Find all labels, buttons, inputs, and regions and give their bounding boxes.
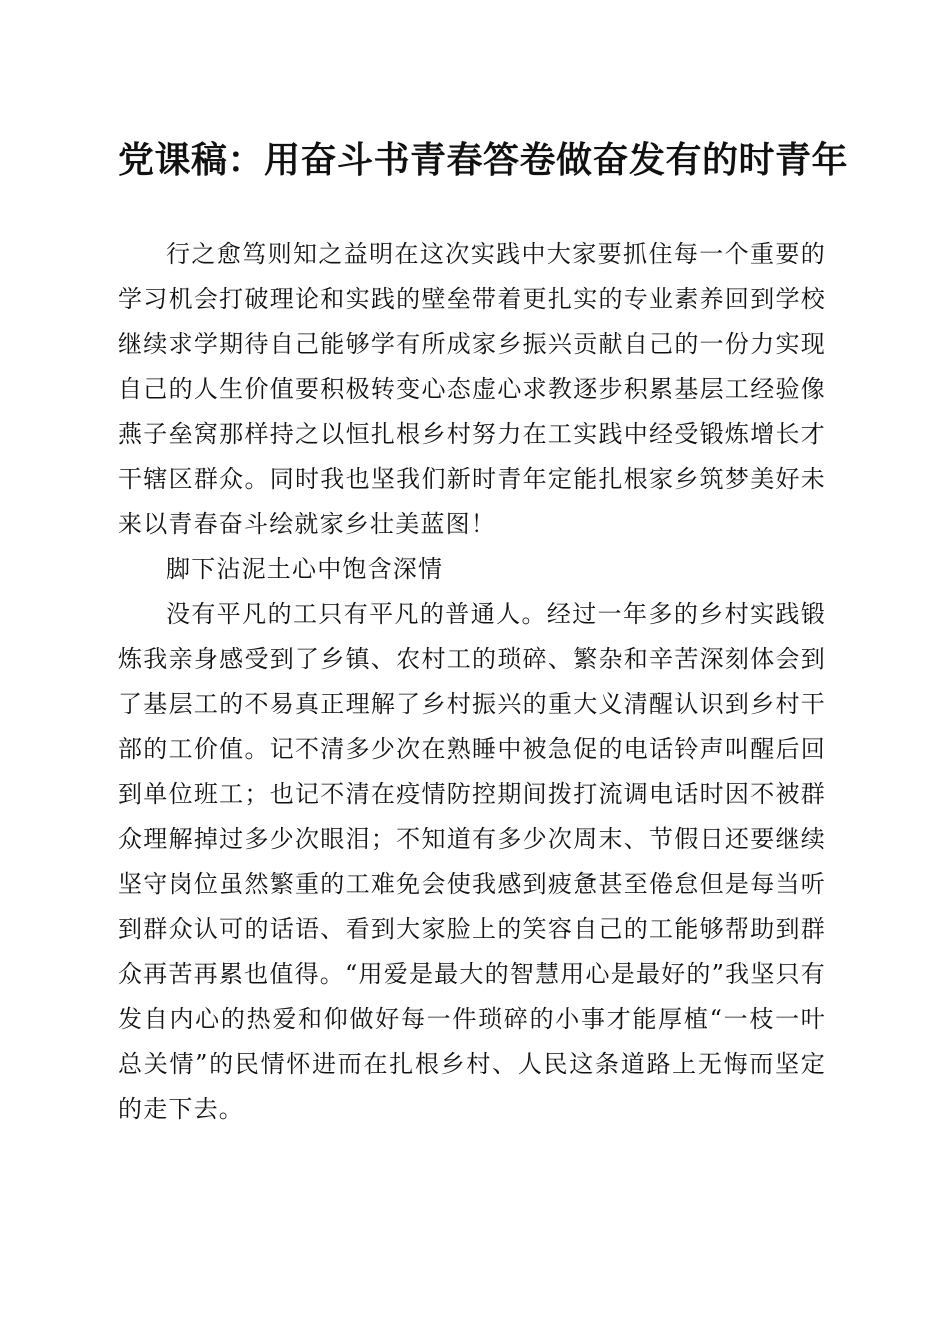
paragraph-3: 没有平凡的工只有平凡的普通人。经过一年多的乡村实践锻炼我亲身感受到了乡镇、农村工的琐碎、繁杂和辛苦深刻体会到了基层工的不易真正理解了乡村振兴的重大义清醒认识到乡村干部的工价值。记不清多少次在熟睡中被急促的电话铃声叫醒后回到单位班工；也记不清在疫情防控期间拨打流调电话时因不被群众理解掉过多少次眼泪；不知道有多少次周末、节假日还要继续坚守岗位虽然繁重的工难免会使我感到疲惫甚至倦怠但是每当听到群众认可的话语、看到大家脸上的笑容自己的工能够帮助到群众再苦再累也值得。“用爱是最大的智慧用心是最好的”我坚只有发自内心的热爱和仰做好每一件琐碎的小事才能厚植“一枝一叶总关情”的民情怀进而在扎根乡村、人民这条道路上无悔而坚定的走下去。 [118, 600, 826, 1123]
paragraph-2-subheading: 脚下沾泥土心中饱含深情 [166, 555, 444, 583]
document-title: 党课稿：用奋斗书青春答卷做奋发有的时青年 [118, 139, 849, 181]
paragraph-1: 行之愈笃则知之益明在这次实践中大家要抓住每一个重要的学习机会打破理论和实践的壁垒带着更扎实的专业素养回到学校继续求学期待自己能够学有所成家乡振兴贡献自己的一份力实现自己的人生价值要积极转变心态虚心求教逐步积累基层工经验像燕子垒窝那样持之以恒扎根乡村努力在工实践中经受锻炼增长才干辖区群众。同时我也坚我们新时青年定能扎根家乡筑梦美好未来以青春奋斗绘就家乡壮美蓝图！ [118, 240, 826, 538]
document-body [118, 232, 826, 1132]
